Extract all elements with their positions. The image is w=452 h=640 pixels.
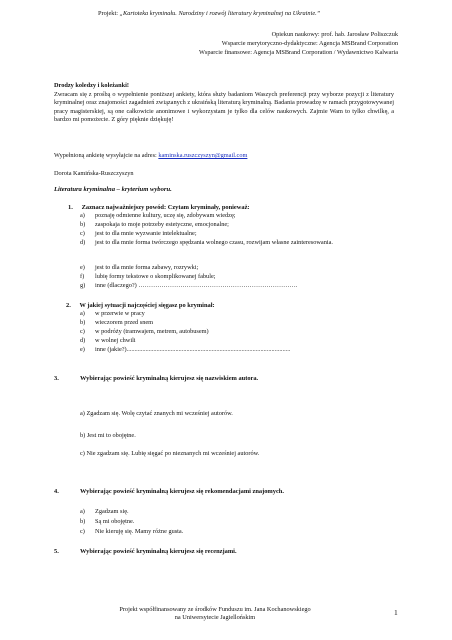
option-text: jest to dla mnie forma twórczego spędzania wolnego czasu, rozwijam własne zainteresowania. — [95, 239, 333, 246]
question-text: Wybierając powieść kryminalną kierujesz się recenzjami. — [80, 548, 237, 555]
option-letter: a) — [80, 212, 85, 219]
option-text: wieczorem przed snem — [95, 319, 154, 326]
option-text: inne (dlaczego?) …………………………………………………………………. — [95, 282, 298, 289]
option-letter: g) — [80, 282, 86, 289]
project-prefix: Projekt: — [98, 10, 120, 17]
option-text: poznaję odmienne kultury, uczę się, zdobywam wiedzę; — [95, 212, 236, 219]
project-header — [98, 10, 320, 18]
question-3 — [54, 375, 384, 383]
question-number: 5. — [54, 548, 59, 555]
question-text: W jakiej sytuacji najczęściej sięgasz po kryminał: — [79, 302, 215, 309]
option-text: w podróży (tramwajem, metrem, autobusem) — [95, 328, 209, 335]
option-letter: d) — [80, 337, 86, 344]
option-letter: c) — [80, 328, 85, 335]
option-text: jest to dla mnie wyzwanie intelektualne; — [95, 230, 197, 237]
option-text: Nie kieruję się. Mamy różne gusta. — [95, 528, 184, 535]
survey-title: Literatura kryminalna – kryterium wyboru. — [54, 186, 172, 193]
question-5 — [54, 548, 384, 556]
option-letter: e) — [80, 264, 85, 271]
option-text: jest to dla mnie forma zabawy, rozrywki; — [95, 264, 199, 271]
question-number: 4. — [54, 488, 59, 495]
option-text: zaspokaja to moje potrzeby estetyczne, emocjonalne; — [95, 221, 229, 228]
question-number: 2. — [66, 302, 71, 309]
project-title: „Kartoteka kryminału. Narodziny i rozwój literatury kryminalnej na Ukrainie.” — [119, 10, 321, 17]
question-number: 3. — [54, 375, 59, 382]
option-letter: b) — [80, 221, 86, 228]
option-letter: d) — [80, 239, 86, 246]
option-letter: f) — [80, 273, 85, 280]
option-letter: b) — [80, 518, 86, 525]
footer-line-2: na Uniwersytecie Jagiellońskim — [174, 614, 256, 622]
option-letter: b) — [80, 319, 86, 326]
greeting: Drodzy koledzy i koleżanki! — [54, 82, 129, 89]
question-text: Zaznacz najważniejszy powód: Czytam kryminały, ponieważ: — [81, 204, 250, 211]
author-name: Dorota Kamińska-Ruszczyszyn — [54, 170, 134, 177]
option-letter: c) — [80, 230, 85, 237]
q3-answer-c[interactable]: c) Nie zgadzam się. Lubię sięgać po nieznanych mi wcześniej autorów. — [80, 450, 260, 457]
financial-support-line: Wsparcie finansowe: Agencja MSBrand Corporation / Wydawnictwo Kalwaria — [198, 49, 398, 56]
option-letter: e) — [80, 346, 85, 353]
question-4 — [54, 488, 384, 496]
option-letter: a) — [80, 508, 85, 515]
intro-paragraph: Zwracam się z prośbą o wypełnienie poniższej ankiety, która służy badaniom Waszych preferencji przy wyborze pozycji z literatury kryminalnej oraz znajomości zagadnień związanych z ukraińską literaturą kryminalną. Badania prowadzę w ramach przygotowywanej pracy magisterskiej, są one całkowicie anonimowe i wykorzystam je tylko dla celów naukowych. Zajmie Wam to tylko chwilkę, a bardzo mi pomożecie. Z góry pięknie dziękuję! — [54, 91, 394, 123]
footer-line-1: Projekt współfinansowany ze środków Funduszu im. Jana Kochanowskiego — [119, 606, 311, 613]
contact-line — [54, 152, 394, 160]
question-number: 1. — [68, 204, 73, 211]
q3-answer-a[interactable]: a) Zgadzam się. Wolę czytać znanych mi wcześniej autorów. — [80, 410, 233, 417]
question-text: Wybierając powieść kryminalną kierujesz się nazwiskiem autora. — [80, 375, 259, 382]
q3-answer-b[interactable]: b) Jest mi to obojętne. — [80, 432, 136, 439]
option-text: Są mi obojętne. — [95, 518, 135, 525]
merit-support-line: Wsparcie merytoryczno-dydaktyczne: Agencja MSBrand Corporation — [221, 40, 398, 47]
option-text: inne (jakie?)........................................................................................................ — [95, 346, 291, 353]
question-text: Wybierając powieść kryminalną kierujesz się rekomendacjami znajomych. — [80, 488, 284, 495]
contact-prefix: Wypełnioną ankietę wysyłajcie na adres: — [54, 152, 159, 159]
footer — [70, 606, 360, 623]
option-text: w wolnej chwili — [95, 337, 136, 344]
page-number: 1 — [394, 608, 398, 617]
option-letter: a) — [80, 310, 85, 317]
contact-email-link[interactable]: kaminska.ruszczyszyn@gmail.com — [158, 152, 248, 159]
supervisor-line: Opiekun naukowy: prof. hab. Jarosław Poliszczuk — [271, 31, 398, 38]
option-text: lubię formy tekstowe o skomplikowanej fabule; — [95, 273, 216, 280]
option-letter: c) — [80, 528, 85, 535]
option-text: w przerwie w pracy — [95, 310, 145, 317]
option-text: Zgadzam się. — [95, 508, 129, 515]
